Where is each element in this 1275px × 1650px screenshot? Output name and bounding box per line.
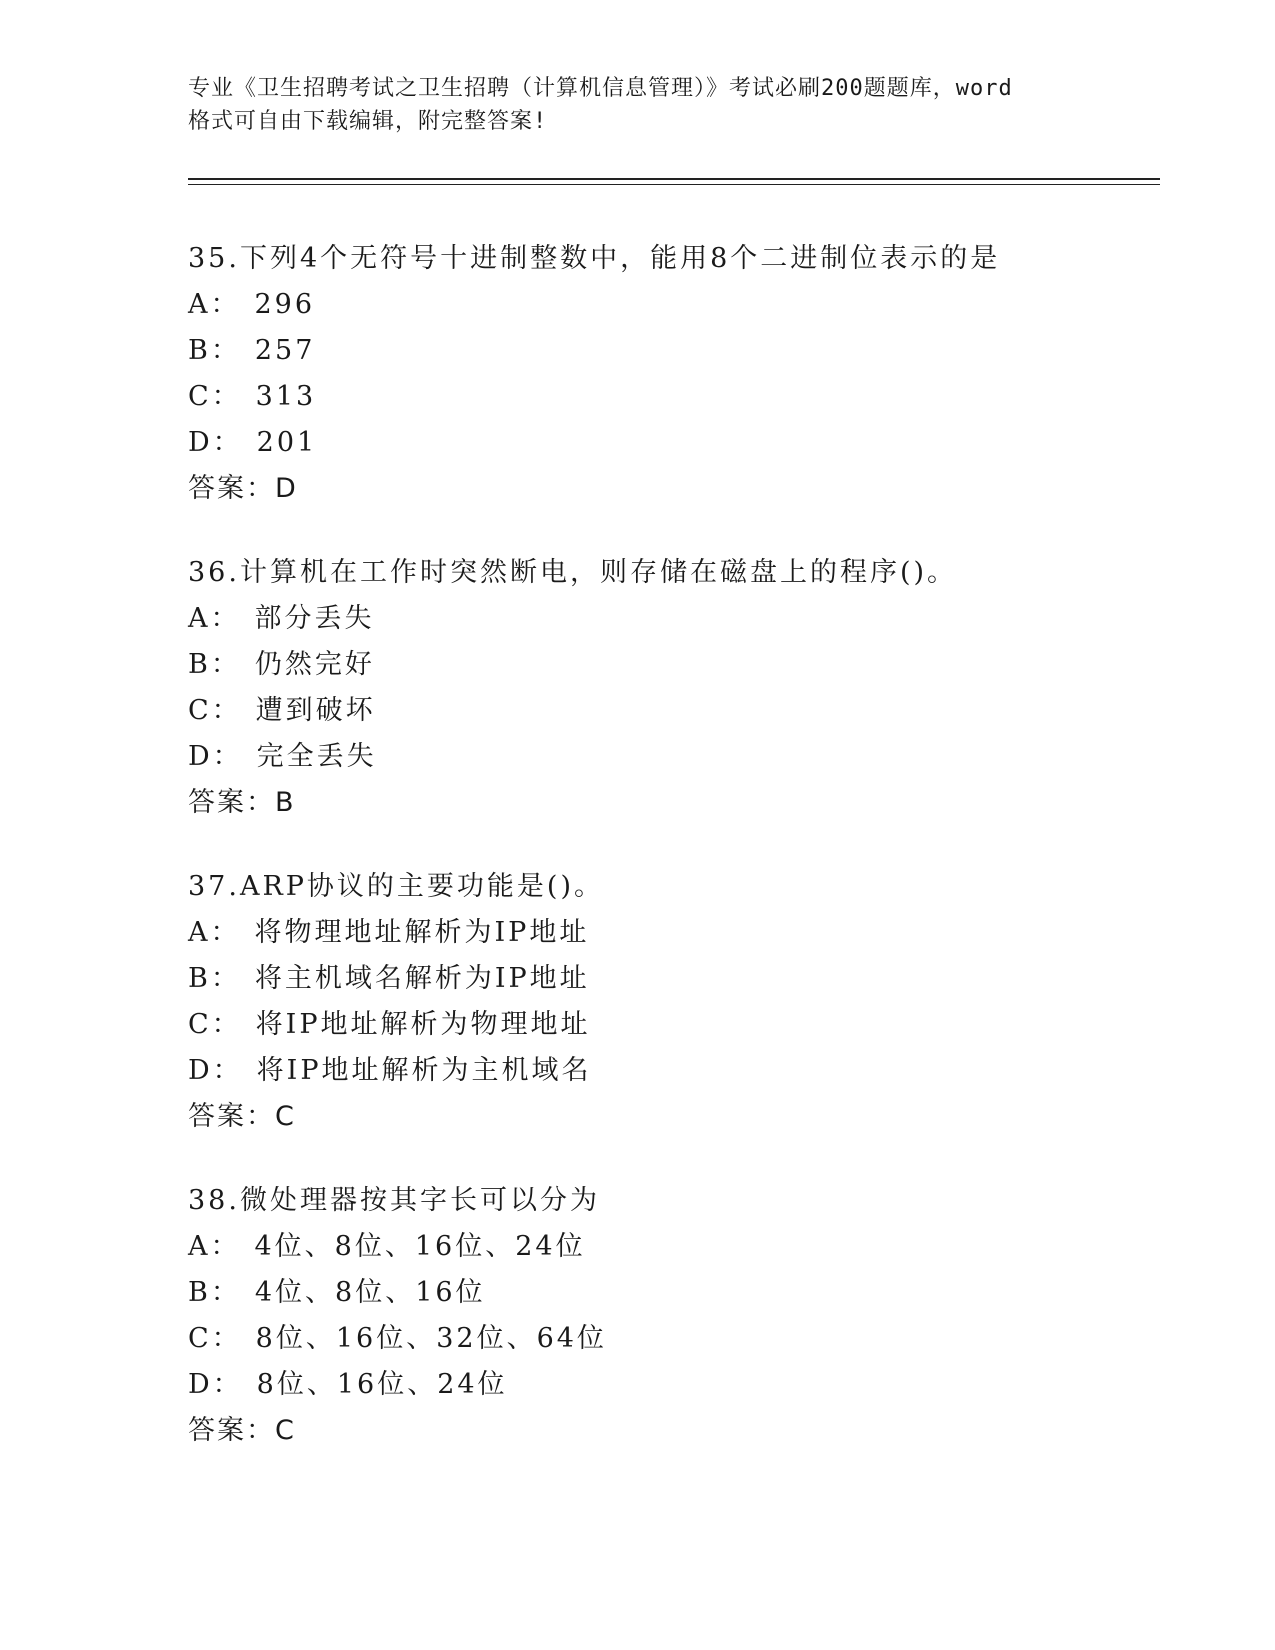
question-stem: 35.下列4个无符号十进制整数中，能用8个二进制位表示的是	[188, 243, 1001, 274]
option-key: A：	[188, 1231, 241, 1262]
option-key: A：	[188, 917, 241, 948]
option-text: 将主机域名解析为IP地址	[254, 963, 590, 994]
option-a	[188, 910, 1148, 956]
option-a	[188, 596, 1148, 642]
question-35	[188, 236, 1148, 512]
header-divider-thick	[188, 178, 1160, 180]
option-key: C：	[188, 695, 242, 726]
option-key: C：	[188, 1323, 242, 1354]
question-36	[188, 550, 1148, 826]
option-text: 4位、8位、16位、24位	[254, 1231, 586, 1262]
option-c	[188, 1316, 1148, 1362]
question-37	[188, 864, 1148, 1140]
option-text: 4位、8位、16位	[254, 1277, 486, 1308]
option-text: 将物理地址解析为IP地址	[254, 917, 590, 948]
option-b	[188, 956, 1148, 1002]
question-38	[188, 1178, 1148, 1454]
question-stem: 36.计算机在工作时突然断电，则存储在磁盘上的程序()。	[188, 557, 958, 588]
option-text: 将IP地址解析为物理地址	[255, 1009, 591, 1040]
option-b	[188, 1270, 1148, 1316]
option-key: B：	[188, 649, 241, 680]
option-a	[188, 1224, 1148, 1270]
option-d	[188, 1048, 1148, 1094]
option-text: 313	[255, 381, 317, 412]
option-c	[188, 374, 1148, 420]
option-text: 8位、16位、24位	[256, 1369, 508, 1400]
option-key: A：	[188, 603, 241, 634]
answer-line: 答案：C	[188, 1101, 296, 1132]
document-header	[188, 72, 1088, 138]
option-text: 完全丢失	[256, 741, 377, 772]
option-d	[188, 1362, 1148, 1408]
option-text: 部分丢失	[254, 603, 375, 634]
option-key: C：	[188, 381, 242, 412]
option-key: B：	[188, 1277, 241, 1308]
answer-line: 答案：D	[188, 473, 298, 504]
question-stem: 38.微处理器按其字长可以分为	[188, 1185, 600, 1216]
option-d	[188, 420, 1148, 466]
option-text: 8位、16位、32位、64位	[255, 1323, 607, 1354]
question-stem: 37.ARP协议的主要功能是()。	[188, 871, 605, 902]
option-key: D：	[188, 1055, 243, 1086]
answer-line: 答案：C	[188, 1415, 296, 1446]
option-text: 仍然完好	[254, 649, 375, 680]
option-text: 201	[256, 427, 318, 458]
option-key: C：	[188, 1009, 242, 1040]
option-key: D：	[188, 741, 243, 772]
option-text: 将IP地址解析为主机域名	[256, 1055, 592, 1086]
option-key: B：	[188, 335, 241, 366]
header-divider-thin	[188, 184, 1160, 185]
option-key: D：	[188, 1369, 243, 1400]
answer-line: 答案：B	[188, 787, 296, 818]
option-text: 遭到破坏	[255, 695, 376, 726]
option-b	[188, 642, 1148, 688]
header-line-2: 格式可自由下载编辑，附完整答案!	[188, 109, 548, 134]
option-text: 257	[254, 335, 316, 366]
option-d	[188, 734, 1148, 780]
option-c	[188, 688, 1148, 734]
option-key: B：	[188, 963, 241, 994]
option-key: A：	[188, 289, 241, 320]
option-c	[188, 1002, 1148, 1048]
question-list	[188, 236, 1148, 1492]
option-a	[188, 282, 1148, 328]
option-b	[188, 328, 1148, 374]
option-text: 296	[254, 289, 316, 320]
header-line-1: 专业《卫生招聘考试之卫生招聘（计算机信息管理）》考试必刷200题题库，word	[188, 76, 1013, 101]
option-key: D：	[188, 427, 243, 458]
